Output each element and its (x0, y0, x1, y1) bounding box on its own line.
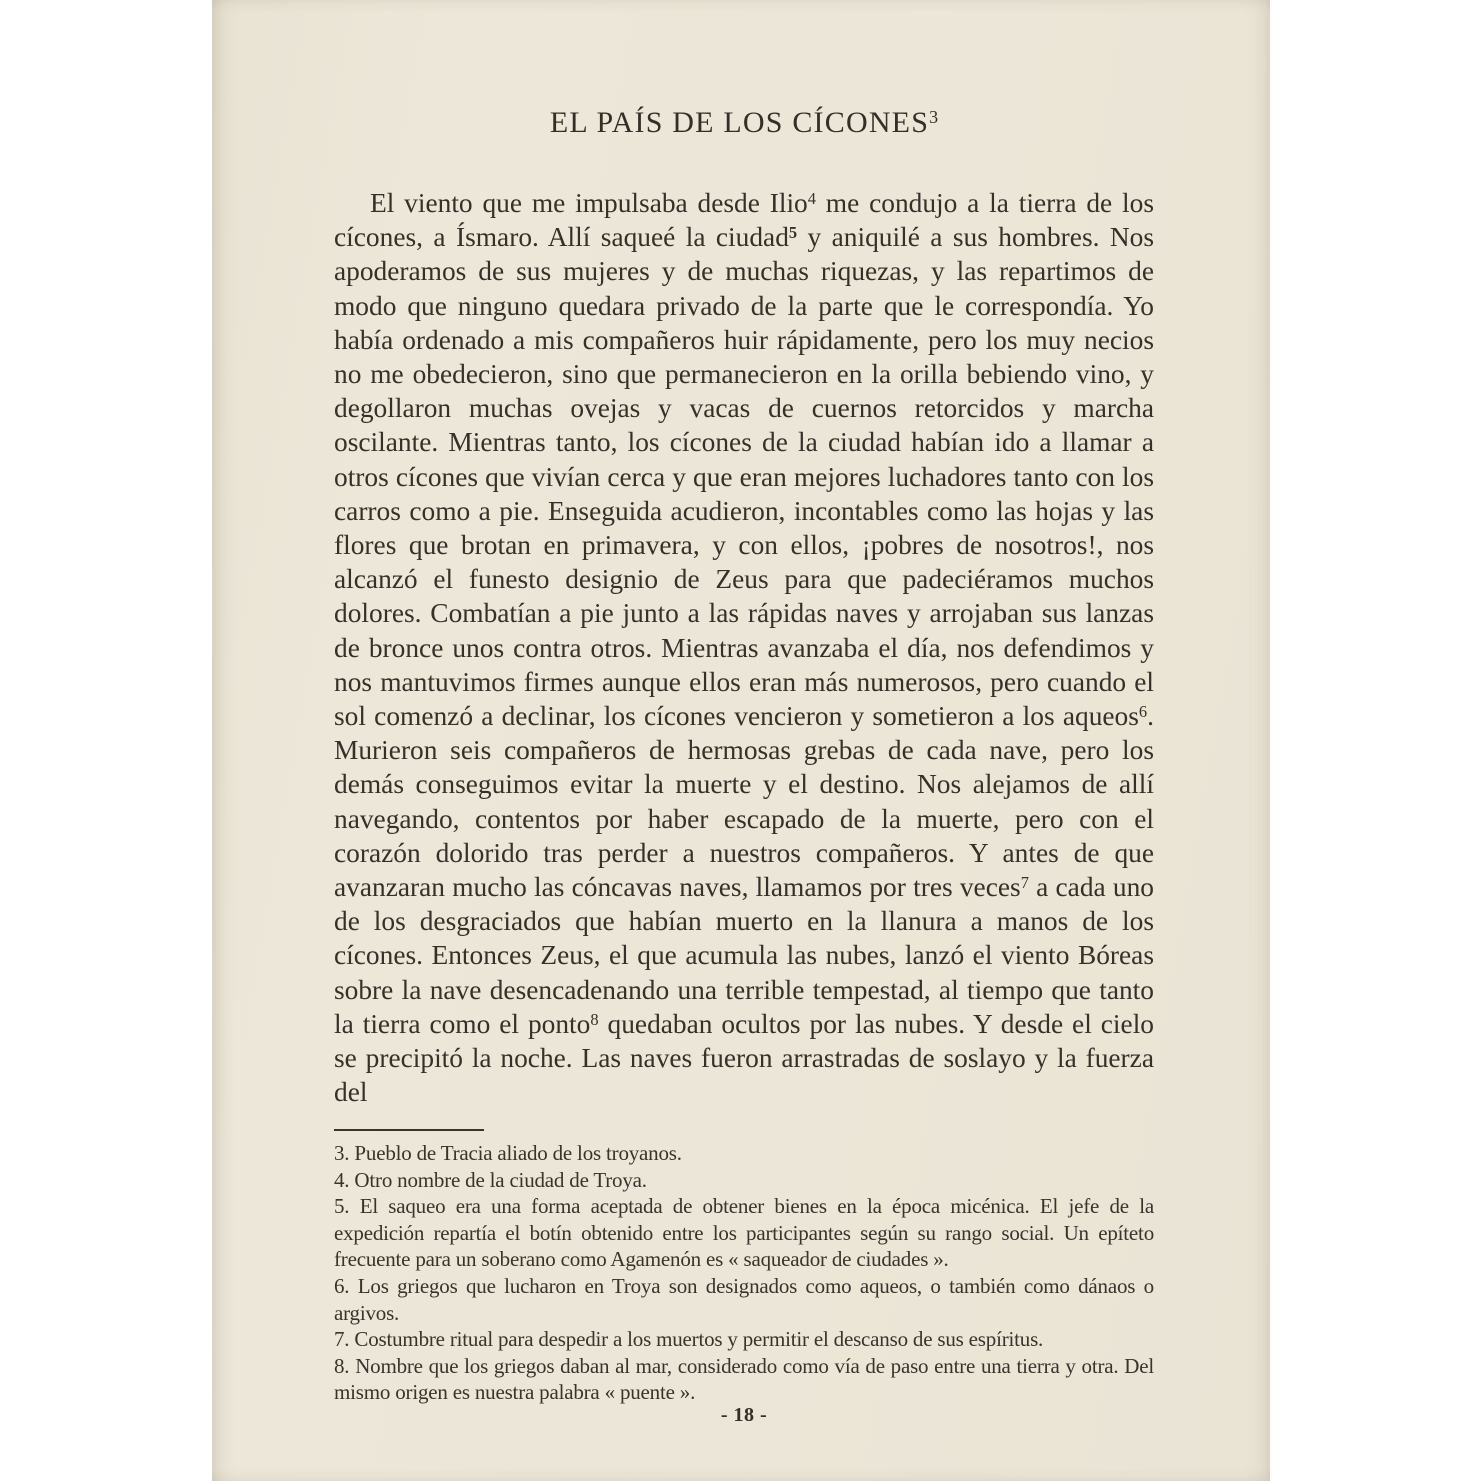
footnote-item (334, 1273, 1154, 1326)
footnote-text: El saqueo era una forma aceptada de obtener bienes en la época micénica. El jefe de la expedición repartía el botín obtenido entre los participantes según su rango social. Un epíteto frecuente para un soberano como Agamenón es « saqueador de ciudades ». (334, 1194, 1154, 1272)
footnote-reference: 6 (1138, 702, 1148, 722)
footnote-item (334, 1167, 1154, 1194)
footnote-reference: 4 (807, 189, 816, 209)
footnote-number: 7. (334, 1327, 350, 1352)
footnote-reference: 8 (590, 1009, 599, 1029)
footnote-text: Los griegos que lucharon en Troya son designados como aqueos, o también como dánaos o argivos. (334, 1273, 1154, 1325)
title-footnote-reference: 3 (929, 107, 939, 128)
footnote-item (334, 1140, 1154, 1167)
page-number: - 18 - (720, 1404, 768, 1426)
footnote-reference: 7 (1020, 873, 1029, 893)
book-page (212, 0, 1270, 1481)
page-content (334, 0, 1154, 1481)
footnote-text: Pueblo de Tracia aliado de los troyanos. (354, 1141, 682, 1165)
footnote-reference: 5 (788, 223, 798, 243)
footnotes-section (334, 1140, 1154, 1406)
footnote-number: 6. (334, 1273, 350, 1298)
footnote-item (334, 1326, 1154, 1353)
chapter-title-text: EL PAÍS DE LOS CÍCONES (549, 106, 930, 139)
footnote-text: Costumbre ritual para despedir a los muertos y permitir el descanso de sus espíritus. (354, 1327, 1044, 1352)
footnote-text: Nombre que los griegos daban al mar, considerado como vía de paso entre una tierra y otra. Del mismo origen es nuestra palabra « puente ». (334, 1353, 1154, 1405)
footnote-number: 4. (334, 1167, 350, 1192)
footnote-number: 3. (334, 1141, 350, 1165)
footnote-number: 5. (334, 1194, 350, 1219)
footnote-item (334, 1353, 1154, 1406)
footnote-separator-rule (334, 1129, 484, 1131)
body-paragraph: El viento que me impulsaba desde Ilio$^4$ me condujo a la tierra de los cícones, a Ísmaro. Allí saqueé la ciudad$^5$ y aniquilé a sus hombres. Nos apoderamos de sus mujeres y de muchas riquezas, y las repartimos de modo que ninguno quedara privado de la parte que le correspondía. Yo había ordenado a mis compañeros huir rápidamente, pero los muy necios no me obedecieron, sino que permanecieron en la orilla bebiendo vino, y degollaron muchas ovejas y vacas de cuernos retorcidos y marcha oscilante. Mientras tanto, los cícones de la ciudad habían ido a llamar a otros cícones que vivían cerca y que eran mejores luchadores tanto con los carros como a pie. Enseguida acudieron, incontables como las hojas y las flores que brotan en primavera, y con ellos, ¡pobres de nosotros!, nos alcanzó el funesto designio de Zeus para que padeciéramos muchos dolores. Combatían a pie junto a las rápidas naves y arrojaban sus lanzas de bronce unos contra otros. Mientras avanzaba el día, nos defendimos y nos mantuvimos firmes aunque ellos eran más numerosos, pero cuando el sol comenzó a declinar, los cícones vencieron y sometieron a los aqueos$^6$. Murieron seis compañeros de hermosas grebas de cada nave, pero los demás conseguimos evitar la muerte y el destino. Nos alejamos de allí navegando, contentos por haber escapado de la muerte, pero con el corazón dolorido tras perder a nuestros compañeros. Y antes de que avanzaran mucho las cóncavas naves, llamamos por tres veces$^7$ a cada uno de los desgraciados que habían muerto en la llanura a manos de los cícones. Entonces Zeus, el que acumula las nubes, lanzó el viento Bóreas sobre la nave desencadenando una terrible tempestad, al tiempo que tanto la tierra como el ponto$^8$ quedaban ocultos por las nubes. Y desde el cielo se precipitó la noche. Las naves fueron arrastradas de soslayo y la fuerza del (334, 188, 1154, 1108)
chapter-title (334, 106, 1154, 139)
footnote-item (334, 1193, 1154, 1273)
footnote-number: 8. (334, 1353, 350, 1378)
footnote-text: Otro nombre de la ciudad de Troya. (354, 1167, 647, 1192)
